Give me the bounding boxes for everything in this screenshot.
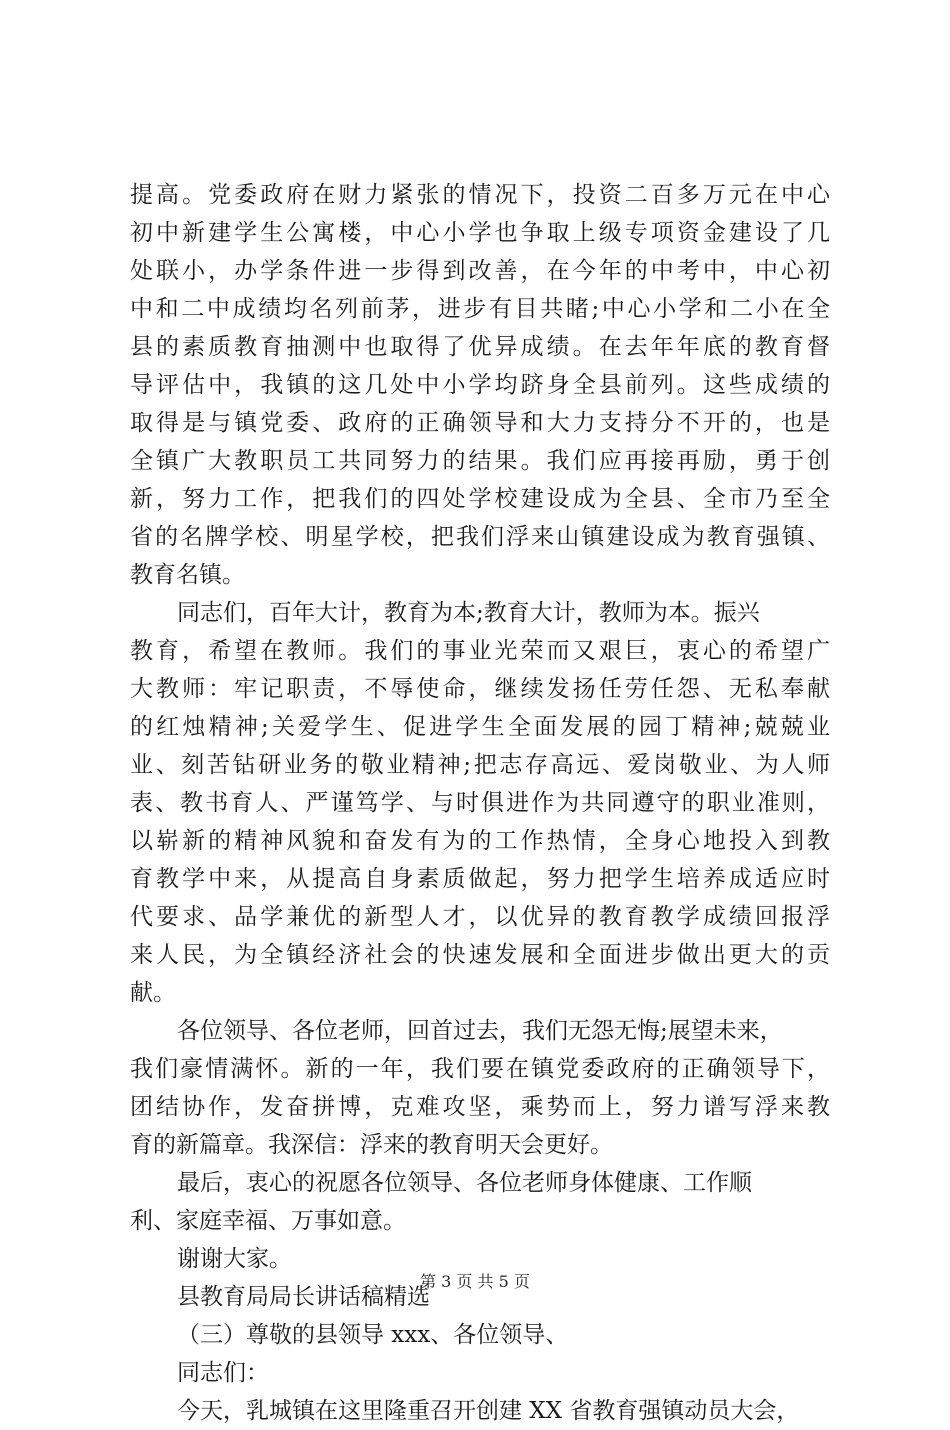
text-line: 导评估中，我镇的这几处中小学均跻身全县前列。这些成绩的 xyxy=(130,372,830,398)
text-line: 献。 xyxy=(130,980,176,1006)
text-line: 全镇广大教职员工共同努力的结果。我们应再接再励，勇于创 xyxy=(130,448,830,474)
text-line: （三）尊敬的县领导 xxx、各位领导、 xyxy=(177,1322,569,1348)
text-line: 育教学中来，从提高自身素质做起，努力把学生培养成适应时 xyxy=(130,866,830,892)
text-line: 我们豪情满怀。新的一年，我们要在镇党委政府的正确领导下， xyxy=(130,1056,830,1082)
text-line: 初中新建学生公寓楼，中心小学也争取上级专项资金建设了几 xyxy=(130,220,830,246)
text-line: 表、教书育人、严谨笃学、与时俱进作为共同遵守的职业准则， xyxy=(130,790,830,816)
text-line: 今天，乳城镇在这里隆重召开创建 XX 省教育强镇动员大会， xyxy=(177,1398,800,1424)
text-line: 最后，衷心的祝愿各位领导、各位老师身体健康、工作顺 xyxy=(177,1170,752,1196)
text-line: 取得是与镇党委、政府的正确领导和大力支持分不开的，也是 xyxy=(130,410,830,436)
text-line: 新，努力工作，把我们的四处学校建设成为全县、全市乃至全 xyxy=(130,486,830,512)
text-line: 同志们： xyxy=(177,1360,269,1386)
text-line: 利、家庭幸福、万事如意。 xyxy=(130,1208,406,1234)
text-line: 代要求、品学兼优的新型人才，以优异的教育教学成绩回报浮 xyxy=(130,904,830,930)
text-line: 县教育局局长讲话稿精选 xyxy=(177,1284,430,1310)
text-line: 提高。党委政府在财力紧张的情况下，投资二百多万元在中心 xyxy=(130,182,830,208)
text-line: 同志们，百年大计，教育为本;教育大计，教师为本。振兴 xyxy=(177,600,760,626)
text-line: 教育，希望在教师。我们的事业光荣而又艰巨，衷心的希望广 xyxy=(130,638,830,664)
text-line: 来人民，为全镇经济社会的快速发展和全面进步做出更大的贡 xyxy=(130,942,830,968)
text-line: 各位领导、各位老师，回首过去，我们无怨无悔;展望未来， xyxy=(177,1018,783,1044)
text-line: 育的新篇章。我深信：浮来的教育明天会更好。 xyxy=(130,1132,613,1158)
text-line: 县的素质教育抽测中也取得了优异成绩。在去年年底的教育督 xyxy=(130,334,830,360)
text-line: 处联小，办学条件进一步得到改善，在今年的中考中，中心初 xyxy=(130,258,830,284)
page-footer: 第 3 页 共 5 页 xyxy=(420,1272,530,1291)
text-line: 教育名镇。 xyxy=(130,562,245,588)
text-line: 团结协作，发奋拼博，克难攻坚，乘势而上，努力谱写浮来教 xyxy=(130,1094,830,1120)
text-line: 中和二中成绩均名列前茅，进步有目共睹;中心小学和二小在全 xyxy=(130,296,830,322)
text-line: 业、刻苦钻研业务的敬业精神;把志存高远、爱岗敬业、为人师 xyxy=(130,752,830,778)
document-body xyxy=(130,176,830,1430)
text-line: 省的名牌学校、明星学校，把我们浮来山镇建设成为教育强镇、 xyxy=(130,524,830,550)
text-line: 大教师：牢记职责，不辱使命，继续发扬任劳任怨、无私奉献 xyxy=(130,676,830,702)
text-line: 的红烛精神;关爱学生、促进学生全面发展的园丁精神;兢兢业 xyxy=(130,714,830,740)
text-line: 谢谢大家。 xyxy=(177,1246,292,1272)
text-line: 以崭新的精神风貌和奋发有为的工作热情，全身心地投入到教 xyxy=(130,828,830,854)
